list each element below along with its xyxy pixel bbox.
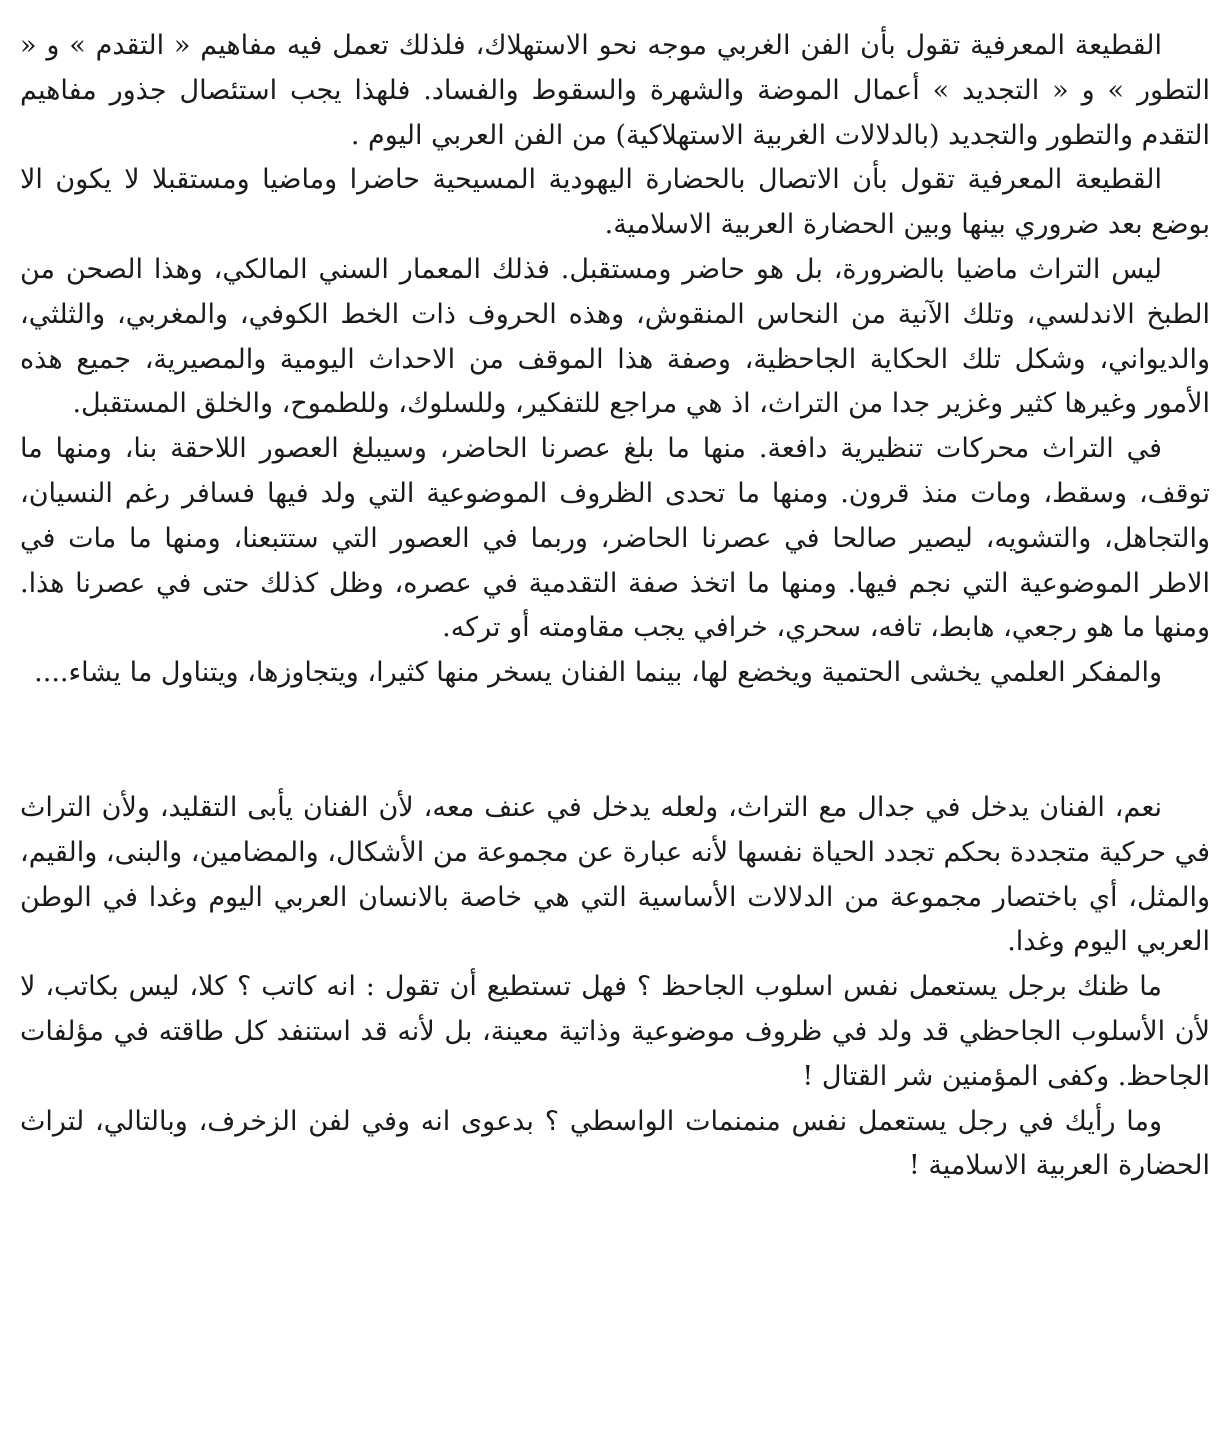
text-section-1 [20, 24, 1210, 696]
paragraph: القطيعة المعرفية تقول بأن الاتصال بالحضارة اليهودية المسيحية حاضرا وماضيا ومستقبلا لا يكون الا بوضع بعد ضروري بينها وبين الحضارة العربية الاسلامية. [20, 164, 1210, 241]
paragraph: والمفكر العلمي يخشى الحتمية ويخضع لها، بينما الفنان يسخر منها كثيرا، ويتجاوزها، ويتناول ما يشاء.... [34, 657, 1162, 689]
paragraph: في التراث محركات تنظيرية دافعة. منها ما بلغ عصرنا الحاضر، وسيبلغ العصور اللاحقة بنا، ومنها ما توقف، وسقط، ومات منذ قرون. ومنها ما تحدى الظروف الموضوعية التي ولد فيها فسافر رغم النسيان، والتجاهل، والتشويه، ليصير صالحا في عصرنا الحاضر، وربما في العصور التي ستتبعنا، ومنها ما مات في الاطر الموضوعية التي نجم فيها. ومنها ما اتخذ صفة التقدمية في عصره، وظل كذلك حتى في عصرنا هذا. ومنها ما هو رجعي، هابط، تافه، سحري، خرافي يجب مقاومته أو تركه. [20, 433, 1210, 644]
paragraph: نعم، الفنان يدخل في جدال مع التراث، ولعله يدخل في عنف معه، لأن الفنان يأبى التقليد، ولأن التراث في حركية متجددة بحكم تجدد الحياة نفسها لأنه عبارة عن مجموعة من الأشكال، والمضامين، والبنى، والقيم، والمثل، أي باختصار مجموعة من الدلالات الأساسية التي هي خاصة بالانسان العربي اليوم وغدا في الوطن العربي اليوم وغدا. [20, 791, 1210, 958]
paragraph: ما ظنك برجل يستعمل نفس اسلوب الجاحظ ؟ فهل تستطيع أن تقول : انه كاتب ؟ كلا، ليس بكاتب، لا لأن الأسلوب الجاحظي قد ولد في ظروف موضوعية وذاتية معينة، بل لأنه قد استنفد كل طاقته في مؤلفات الجاحظ. وكفى المؤمنين شر القتال ! [20, 971, 1210, 1092]
document-page [20, 24, 1210, 1189]
section-spacer [20, 696, 1210, 786]
paragraph: وما رأيك في رجل يستعمل نفس منمنمات الواسطي ؟ بدعوى انه وفي لفن الزخرف، وبالتالي، لتراث الحضارة العربية الاسلامية ! [20, 1105, 1210, 1182]
text-section-2 [20, 786, 1210, 1189]
paragraph: القطيعة المعرفية تقول بأن الفن الغربي موجه نحو الاستهلاك، فلذلك تعمل فيه مفاهيم « التقدم » و « التطور » و « التجديد » أعمال الموضة والشهرة والسقوط والفساد. فلهذا يجب استئصال جذور مفاهيم التقدم والتطور والتجديد (بالدلالات الغربية الاستهلاكية) من الفن العربي اليوم . [20, 30, 1210, 151]
paragraph: ليس التراث ماضيا بالضرورة، بل هو حاضر ومستقبل. فذلك المعمار السني المالكي، وهذا الصحن من الطبخ الاندلسي، وتلك الآنية من النحاس المنقوش، وهذه الحروف ذات الخط الكوفي، والمغربي، والثلثي، والديواني، وشكل تلك الحكاية الجاحظية، وصفة هذا الموقف من الاحداث اليومية والمصيرية، جميع هذه الأمور وغيرها كثير وغزير جدا من التراث، اذ هي مراجع للتفكير، وللسلوك، وللطموح، والخلق المستقبل. [20, 253, 1210, 420]
